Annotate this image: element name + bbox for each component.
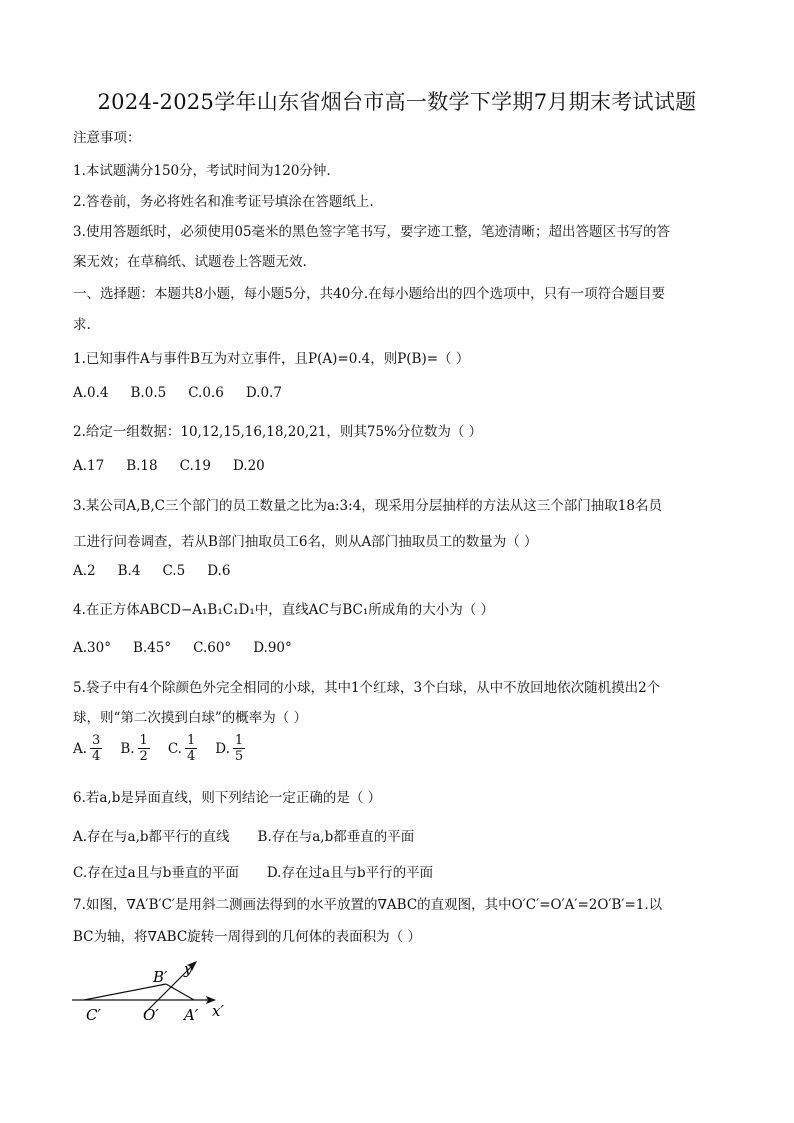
q5-option-a-fraction: $\frac{3}{4}$ bbox=[92, 733, 101, 764]
q3-option-d: D.6 bbox=[207, 563, 231, 579]
question-6-options-row-1 bbox=[73, 825, 725, 845]
question-3-stem-line-1: 3.某公司A,B,C三个部门的员工数量之比为a:3:4，现采用分层抽样的方法从这三个部门抽取18名员 bbox=[73, 498, 662, 514]
question-1-options bbox=[73, 385, 725, 401]
note-3-line-2: 案无效；在草稿纸、试题卷上答题无效. bbox=[73, 254, 307, 270]
question-4-options bbox=[73, 640, 725, 656]
question-5-stem-line-2: 球，则“第二次摸到白球”的概率为（ ） bbox=[73, 710, 308, 726]
q3-option-b: B.4 bbox=[117, 563, 141, 579]
q1-option-c: C.0.6 bbox=[188, 385, 224, 401]
segment-b-a bbox=[166, 984, 194, 1000]
question-6-stem: 6.若a,b是异面直线，则下列结论一定正确的是（ ） bbox=[73, 790, 382, 806]
notes-heading: 注意事项： bbox=[73, 130, 141, 146]
q6-option-c: C.存在过a且与b垂直的平面 bbox=[73, 865, 239, 881]
label-c: C′ bbox=[86, 1006, 101, 1024]
q2-option-d: D.20 bbox=[232, 458, 265, 474]
q3-option-a: A.2 bbox=[73, 563, 96, 579]
q1-option-d: D.0.7 bbox=[245, 385, 282, 401]
q5-option-a: A. $\frac{3}{4}$ bbox=[73, 733, 101, 764]
question-3-stem-line-2: 工进行问卷调查，若从B部门抽取员工6名，则从A部门抽取员工的数量为（ ） bbox=[73, 534, 538, 550]
section-instructions-line-1: 一、选择题：本题共8小题，每小题5分，共40分.在每小题给出的四个选项中，只有一项符合题目要 bbox=[73, 286, 666, 302]
label-b: B′ bbox=[153, 968, 168, 986]
question-2-options bbox=[73, 458, 725, 474]
segment-c-b bbox=[84, 984, 166, 1000]
q5-option-b: B. $\frac{1}{2}$ bbox=[120, 733, 148, 764]
question-4-stem: 4.在正方体ABCD−A₁B₁C₁D₁中，直线AC与BC₁所成角的大小为（ ） bbox=[73, 602, 495, 618]
q1-option-b: B.0.5 bbox=[130, 385, 167, 401]
question-3-options bbox=[73, 563, 725, 579]
label-a: A′ bbox=[184, 1006, 199, 1024]
note-3-line-1: 3.使用答题纸时，必须使用05毫米的黑色签字笔书写，要字迹工整，笔迹清晰；超出答题区书写的答 bbox=[73, 224, 671, 240]
question-7-stem-line-2: BC为轴，将∇ABC旋转一周得到的几何体的表面积为（ ） bbox=[73, 929, 421, 945]
question-1-stem: 1.已知事件A与事件B互为对立事件，且P(A)=0.4，则P(B)=（ ） bbox=[73, 351, 470, 367]
q4-option-c: C.60° bbox=[193, 640, 232, 656]
q4-option-a: A.30° bbox=[73, 640, 111, 656]
q6-option-b: B.存在与a,b都垂直的平面 bbox=[257, 829, 415, 845]
q4-option-d: D.90° bbox=[253, 640, 292, 656]
question-7-stem-line-1: 7.如图，∇A′B′C′是用斜二测画法得到的水平放置的∇ABC的直观图，其中O′C′=O′A′=2O′B′=1.以 bbox=[73, 897, 663, 913]
q2-option-a: A.17 bbox=[73, 458, 105, 474]
note-2: 2.答卷前，务必将姓名和准考证号填涂在答题纸上. bbox=[73, 194, 374, 210]
label-y: y′ bbox=[184, 960, 196, 978]
q5-option-b-fraction: $\frac{1}{2}$ bbox=[139, 733, 148, 764]
section-instructions-line-2: 求. bbox=[73, 317, 91, 333]
label-x: x′ bbox=[212, 1002, 224, 1020]
question-2-stem: 2.给定一组数据：10,12,15,16,18,20,21，则其75%分位数为（ ） bbox=[73, 424, 483, 440]
q3-option-c: C.5 bbox=[162, 563, 186, 579]
oblique-projection-figure bbox=[66, 952, 246, 1030]
q5-option-d-fraction: $\frac{1}{5}$ bbox=[234, 733, 244, 764]
label-o: O′ bbox=[143, 1006, 159, 1024]
question-6-options-row-2 bbox=[73, 861, 725, 881]
q5-option-d: D. $\frac{1}{5}$ bbox=[215, 733, 244, 764]
question-5-stem-line-1: 5.袋子中有4个除颜色外完全相同的小球，其中1个红球，3个白球，从中不放回地依次随机摸出2个 bbox=[73, 680, 661, 696]
q2-option-b: B.18 bbox=[126, 458, 158, 474]
q4-option-b: B.45° bbox=[132, 640, 172, 656]
page-title: 2024-2025学年山东省烟台市高一数学下学期7月期末考试试题 bbox=[97, 90, 697, 114]
question-5-options bbox=[73, 733, 725, 764]
q2-option-c: C.19 bbox=[179, 458, 211, 474]
q6-option-d: D.存在过a且与b平行的平面 bbox=[266, 865, 434, 881]
q5-option-c: C. $\frac{1}{4}$ bbox=[167, 733, 196, 764]
q6-option-a: A.存在与a,b都平行的直线 bbox=[73, 829, 230, 845]
note-1: 1.本试题满分150分，考试时间为120分钟. bbox=[73, 163, 331, 179]
q5-option-c-fraction: $\frac{1}{4}$ bbox=[186, 733, 196, 764]
q1-option-a: A.0.4 bbox=[73, 385, 109, 401]
